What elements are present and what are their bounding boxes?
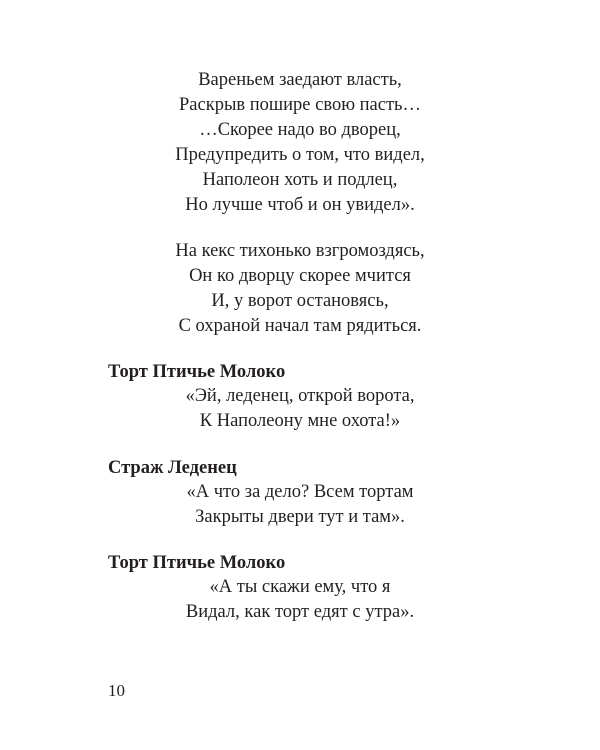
verse-line: Вареньем заедают власть,	[198, 70, 402, 90]
verse-line: Видал, как торт едят с утра».	[185, 602, 415, 622]
verse-line: «А что за дело? Всем тортам	[186, 482, 414, 502]
verse-line: На кекс тихонько взгромоздясь,	[175, 241, 425, 261]
verse-line: Он ко дворцу скорее мчится	[189, 266, 411, 286]
verse-line: «А ты скажи ему, что я	[209, 577, 391, 597]
dialogue-stanza-3	[0, 575, 600, 625]
verse-line: Раскрыв пошире свою пасть…	[179, 95, 421, 115]
dialogue-stanza-2	[0, 480, 600, 530]
verse-line: Закрыты двери тут и там».	[195, 507, 405, 527]
speaker-name: Торт Птичье Молоко	[108, 553, 286, 573]
dialogue-stanza-1	[0, 384, 600, 434]
verse-line: И, у ворот остановясь,	[211, 291, 389, 311]
verse-line: С охраной начал там рядиться.	[178, 316, 422, 336]
speaker-name: Страж Леденец	[108, 458, 237, 478]
verse-line: К Наполеону мне охота!»	[199, 411, 401, 431]
verse-line: Но лучше чтоб и он увидел».	[185, 195, 415, 215]
verse-line: Предупредить о том, что видел,	[175, 145, 425, 165]
verse-stanza-2	[0, 239, 600, 339]
page-number: 10	[108, 681, 125, 700]
verse-line: …Скорее надо во дворец,	[199, 120, 401, 140]
verse-stanza-1	[0, 68, 600, 218]
verse-line: «Эй, леденец, открой ворота,	[185, 386, 415, 406]
verse-line: Наполеон хоть и подлец,	[202, 170, 398, 190]
speaker-name: Торт Птичье Молоко	[108, 362, 286, 382]
